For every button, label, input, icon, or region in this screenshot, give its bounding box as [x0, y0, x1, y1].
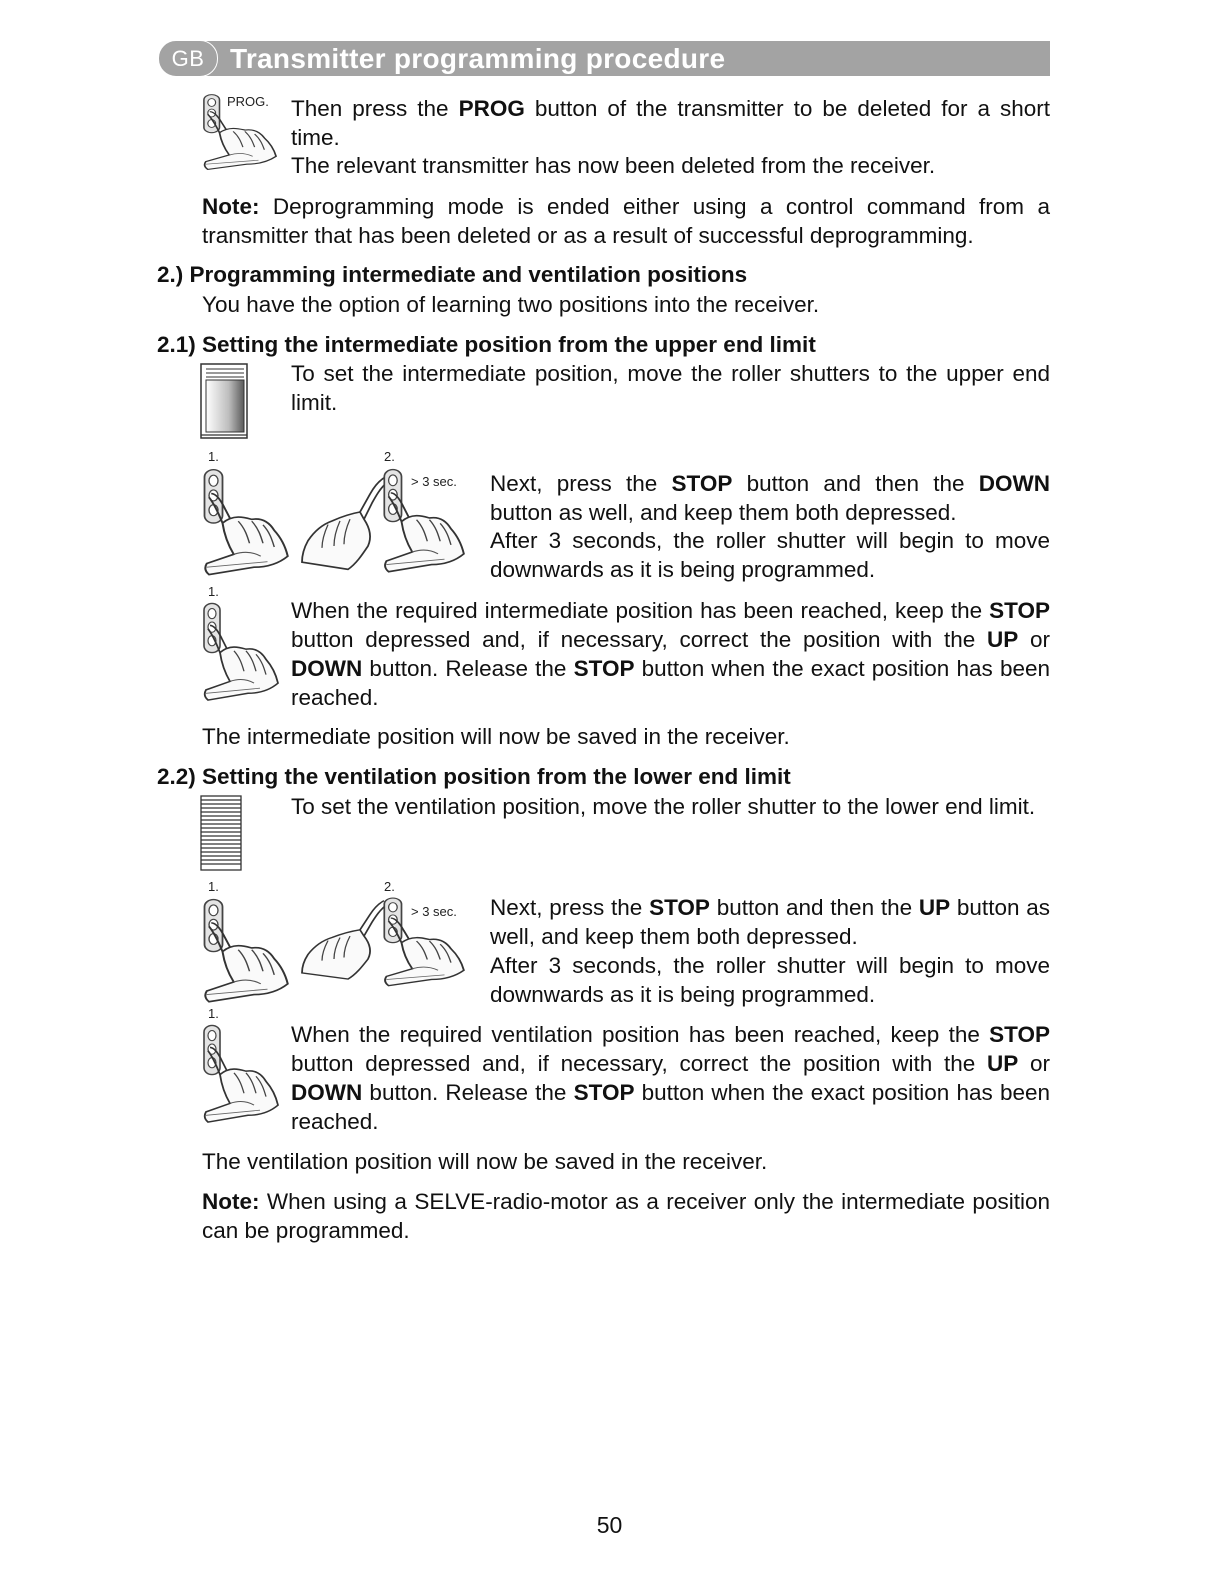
step-text-c: button and then the [709, 895, 919, 920]
step-2-label: 2. [384, 449, 395, 464]
intro-paragraph [291, 94, 1050, 152]
note-text: When using a SELVE-radio-motor as a receiver only the intermediate position can be programmed. [202, 1189, 1050, 1243]
step-1-label: 1. [208, 1006, 219, 1021]
section-2-2-saved: The ventilation position will now be saved in the receiver. [202, 1149, 768, 1174]
intro-result: The relevant transmitter has now been deleted from the receiver. [291, 153, 936, 178]
step-1-label: 1. [208, 879, 219, 894]
press-down-hands [298, 466, 468, 581]
step-text-e: button as well, and keep them both depressed. [490, 500, 957, 525]
prog-keyword: PROG [458, 96, 525, 121]
section-2-text: You have the option of learning two positions into the receiver. [202, 292, 820, 317]
pointing-hand-icon [380, 466, 466, 578]
step-text-a: Next, press the [490, 895, 650, 920]
hold-text-e: or [1018, 627, 1050, 652]
note-label: Note: [202, 194, 260, 219]
stop-keyword: STOP [649, 895, 710, 920]
section-2-2-heading: 2.2) Setting the ventilation position from the lower end limit [157, 764, 791, 789]
step-2-label: 2. [384, 879, 395, 894]
down-keyword: DOWN [978, 471, 1050, 496]
down-keyword: DOWN [291, 1080, 363, 1105]
section-2-2-text: To set the ventilation position, move the roller shutter to the lower end limit. [291, 794, 1036, 819]
section-2-1-step [490, 469, 1050, 527]
step-1-label: 1. [208, 449, 219, 464]
pointing-hand-icon [380, 895, 466, 991]
section-2-2-step [490, 893, 1050, 951]
page-number: 50 [596, 1512, 623, 1538]
up-keyword: UP [986, 1051, 1019, 1076]
intro-text-2: button of the transmitter to be deleted for a short time. [291, 96, 1050, 150]
step-text-e: button as well, and keep them both depressed. [490, 895, 1050, 949]
down-keyword: DOWN [291, 656, 363, 681]
section-2-2-step-2: After 3 seconds, the roller shutter will begin to move downwards as it is being programmed. [490, 953, 1050, 1007]
press-stop-hand [200, 896, 290, 1008]
step-1-label: 1. [208, 584, 219, 599]
stop-keyword: STOP [989, 598, 1050, 623]
stop-keyword: STOP [989, 1022, 1050, 1047]
note-deprogramming [202, 192, 1050, 250]
section-2-1-step-2: After 3 seconds, the roller shutter will begin to move downwards as it is being programmed. [490, 528, 1050, 582]
hold-text-c: button depressed and, if necessary, correct the position with the [291, 1051, 987, 1076]
left-hand-icon [298, 893, 388, 989]
left-hand-icon [298, 469, 388, 581]
prog-label: PROG. [227, 94, 269, 109]
up-keyword: UP [918, 895, 951, 920]
stop-keyword: STOP [671, 471, 733, 496]
shutter-open-icon [200, 363, 250, 439]
note-selve-motor [202, 1187, 1050, 1245]
stop-keyword: STOP [573, 656, 635, 681]
hold-text-g: button. Release the [362, 656, 574, 681]
section-2-2-hold [291, 1020, 1050, 1136]
pointing-hand-icon [200, 896, 290, 1008]
shutter-closed-icon [200, 795, 242, 871]
note-label: Note: [202, 1189, 260, 1214]
pointing-hand-icon [200, 600, 280, 706]
section-2-1-text: To set the intermediate position, move the roller shutters to the upper end limit. [291, 361, 1050, 415]
note-text: Deprogramming mode is ended either using a control command from a transmitter that has been deleted or as a result of successful deprogramming. [202, 194, 1050, 248]
step-text-c: button and then the [732, 471, 979, 496]
stop-keyword: STOP [573, 1080, 635, 1105]
hold-text-i: button when the exact position has been reached. [291, 656, 1050, 710]
hold-time-label: > 3 sec. [411, 904, 457, 919]
hold-text-a: When the required intermediate position has been reached, keep the [291, 598, 990, 623]
hold-stop-hand [200, 600, 280, 706]
section-2-1-heading: 2.1) Setting the intermediate position from the upper end limit [157, 332, 816, 357]
press-up-hands [298, 893, 468, 993]
hold-text-e: or [1018, 1051, 1050, 1076]
press-stop-hand [200, 466, 290, 581]
section-2-1-saved: The intermediate position will now be saved in the receiver. [202, 724, 790, 749]
pointing-hand-icon [200, 1022, 280, 1128]
intro-text-1: Then press the [291, 96, 459, 121]
hold-time-label: > 3 sec. [411, 474, 457, 489]
section-2-heading: 2.) Programming intermediate and ventilation positions [157, 262, 748, 287]
hold-text-c: button depressed and, if necessary, correct the position with the [291, 627, 987, 652]
page-header [158, 40, 1050, 77]
language-badge: GB [158, 40, 218, 77]
hold-text-i: button when the exact position has been reached. [291, 1080, 1050, 1134]
pointing-hand-icon [200, 466, 290, 581]
up-keyword: UP [986, 627, 1019, 652]
hold-stop-hand [200, 1022, 280, 1128]
section-2-1-hold [291, 596, 1050, 712]
page-title: Transmitter programming procedure [230, 43, 726, 74]
hold-text-a: When the required ventilation position has been reached, keep the [291, 1022, 990, 1047]
step-text-a: Next, press the [490, 471, 672, 496]
hold-text-g: button. Release the [362, 1080, 574, 1105]
